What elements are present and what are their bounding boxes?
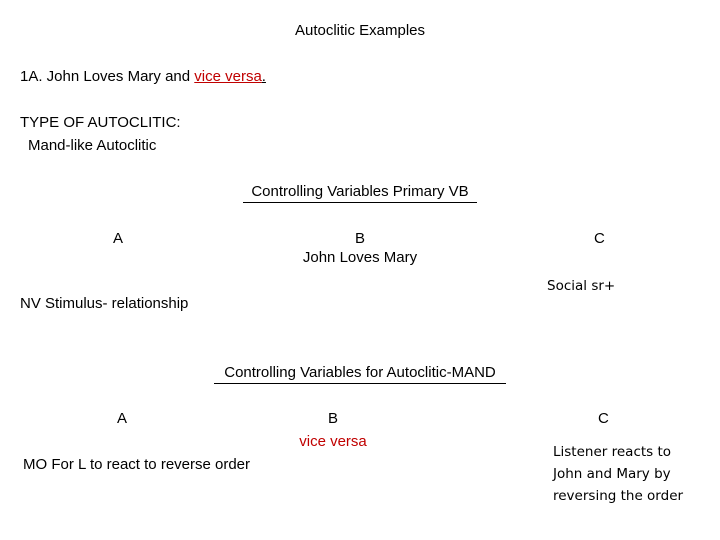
section2-col-c: C	[598, 410, 609, 427]
section2-col-b-sub: vice versa	[299, 433, 367, 450]
section1-col-c-sub: Social sr+	[547, 278, 616, 294]
section2-heading: Controlling Variables for Autoclitic-MAND	[224, 364, 496, 381]
example-line	[20, 68, 266, 86]
example-label: 1A. John Loves Mary and	[20, 68, 195, 85]
section2-c-line-2: John and Mary by	[553, 466, 671, 482]
section2-col-b: B	[327, 410, 338, 427]
section1-col-c: C	[594, 230, 605, 247]
section1-col-b: B	[354, 230, 365, 247]
section2-col-a: A	[117, 410, 128, 427]
section2-col-c-sub	[553, 441, 683, 507]
type-value: Mand-like Autoclitic	[28, 137, 157, 154]
section1-a-sub: NV Stimulus- relationship	[20, 295, 189, 312]
example-highlight: vice versa	[194, 68, 262, 85]
type-heading: TYPE OF AUTOCLITIC:	[20, 114, 181, 131]
section1-heading-underline	[243, 202, 477, 203]
section2-heading-underline	[214, 383, 506, 384]
example-suffix: .	[261, 68, 266, 85]
section2-a-sub: MO For L to react to reverse order	[23, 456, 251, 473]
section1-heading: Controlling Variables Primary VB	[251, 183, 469, 200]
page-title: Autoclitic Examples	[294, 22, 426, 39]
section2-c-line-1: Listener reacts to	[553, 444, 672, 460]
section1-col-a: A	[113, 230, 124, 247]
section2-c-line-3: reversing the order	[553, 488, 684, 504]
section1-col-b-sub: John Loves Mary	[302, 249, 418, 266]
